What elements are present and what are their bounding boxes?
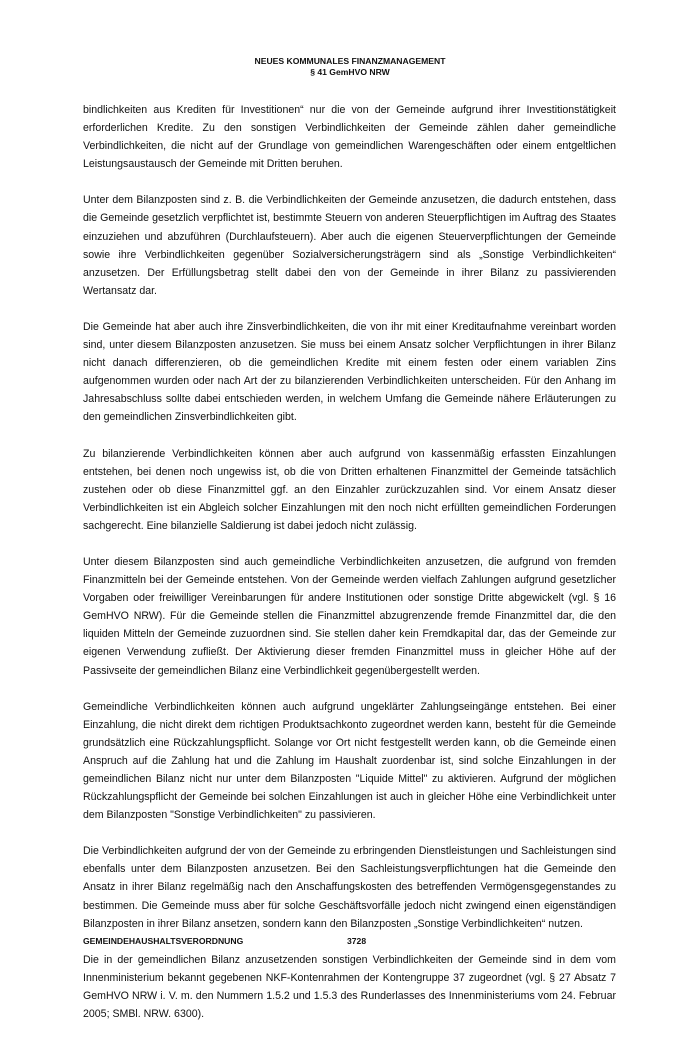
paragraph-7: Die Verbindlichkeiten aufgrund der von der Gemeinde zu erbringenden Dienstleistungen und Sachleistungen sind ebenfalls unter dem Bilanzposten anzusetzen. Bei den Sachleistungsverpflichtungen hat die Gemeinde den Ansatz in ihrer Bilanz regelmäßig nach den Anschaffungskosten des betreffenden Vermögensgegenstandes zu bestimmen. Die Gemeinde muss aber für solche Geschäftsvorfälle jedoch nicht zwingend einen eigenständigen Bilanzposten in ihrer Bilanz ansetzen, sondern kann den Bilanzposten „Sonstige Verbindlichkeiten“ nutzen.	[83, 845, 616, 930]
header-title: NEUES KOMMUNALES FINANZMANAGEMENT	[254, 56, 446, 66]
page-header	[0, 56, 700, 78]
page-number: 3728	[347, 936, 367, 946]
document-body	[83, 101, 616, 1041]
paragraph-1: bindlichkeiten aus Krediten für Investitionen“ nur die von der Gemeinde aufgrund ihrer Investitionstätigkeit erforderlichen Kredite. Zu den sonstigen Verbindlichkeiten der Gemeinde zählen daher gemeindliche Verbindlichkeiten, die nicht auf der Grundlage von gemeindlichen Warengeschäften oder einem entgeltlichen Leistungsaustausch der Gemeinde mit Dritten beruhen.	[83, 104, 616, 171]
paragraph-2: Unter dem Bilanzposten sind z. B. die Verbindlichkeiten der Gemeinde anzusetzen, die dadurch entstehen, dass die Gemeinde gesetzlich verpflichtet ist, bestimmte Steuern von anderen Steuerpflichtigen im Auftrag des Staates einzuziehen und abzuführen (Durchlaufsteuern). Aber auch die eigenen Steuerverpflichtungen der Gemeinde sowie ihre Verbindlichkeiten gegenüber Sozialversicherungsträgern sind als „Sonstige Verbindlichkeiten“ anzusetzen. Der Erfüllungsbetrag stellt dabei den von der Gemeinde in ihrer Bilanz zu passivierenden Wertansatz dar.	[83, 194, 616, 297]
paragraph-5: Unter diesem Bilanzposten sind auch gemeindliche Verbindlichkeiten anzusetzen, die aufgrund von fremden Finanzmitteln bei der Gemeinde entstehen. Von der Gemeinde werden vielfach Zahlungen aufgrund gesetzlicher Vorgaben oder freiwilliger Vereinbarungen für andere Institutionen oder sonstige Dritte abgewickelt (vgl. § 16 GemHVO NRW). Für die Gemeinde stellen die Finanzmittel abzugrenzende fremde Finanzmittel dar, die den liquiden Mitteln der Gemeinde zuzuordnen sind. Sie stellen daher kein Fremdkapital dar, das der Gemeinde zur eigenen Verwendung zufließt. Der Aktivierung dieser fremden Finanzmittel muss in gleicher Höhe auf der Passivseite der gemeindlichen Bilanz eine Verbindlichkeit gegenübergestellt werden.	[83, 555, 616, 677]
footer-label: GEMEINDEHAUSHALTSVERORDNUNG	[83, 936, 244, 946]
paragraph-3: Die Gemeinde hat aber auch ihre Zinsverbindlichkeiten, die von ihr mit einer Kreditaufnahme vereinbart worden sind, unter diesem Bilanzposten anzusetzen. Sie muss bei einem Ansatz solcher Verpflichtungen in ihrer Bilanz nicht danach differenzieren, ob die gemeindlichen Kredite mit einem festen oder einem variablen Zins aufgenommen wurden oder nach Art der zu bilanzierenden Verbindlichkeiten unterscheiden. Für den Anhang im Jahresabschluss sollte dabei entschieden werden, in welchem Umfang die Gemeinde nähere Erläuterungen zu den gemeindlichen Zinsverbindlichkeiten gibt.	[83, 320, 616, 424]
header-subtitle: § 41 GemHVO NRW	[310, 67, 390, 77]
paragraph-8: Die in der gemeindlichen Bilanz anzusetzenden sonstigen Verbindlichkeiten der Gemeinde sind in dem vom Innenministerium bekannt gegebenen NKF-Kontenrahmen der Kontengruppe 37 zugeordnet (vgl. § 27 Absatz 7 GemHVO NRW i. V. m. den Nummern 1.5.2 und 1.5.3 des Runderlasses des Innenministeriums vom 24. Februar 2005; SMBl. NRW. 6300).	[83, 953, 616, 1021]
paragraph-6: Gemeindliche Verbindlichkeiten können auch aufgrund ungeklärter Zahlungseingänge entstehen. Bei einer Einzahlung, die nicht direkt dem richtigen Produktsachkonto zugeordnet werden kann, besteht für die Gemeinde grundsätzlich eine Rückzahlungspflicht. Solange vor Ort nicht festgestellt werden kann, ob die Gemeinde einen Anspruch auf die Zahlung hat und die Zahlung im Haushalt zuordenbar ist, sind solche Einzahlungen in der gemeindlichen Bilanz nicht nur unter dem Bilanzposten "Liquide Mittel" zu aktivieren. Aufgrund der möglichen Rückzahlungspflicht der Gemeinde bei solchen Einzahlungen ist auch in gleicher Höhe eine Verbindlichkeit unter dem Bilanzposten "Sonstige Verbindlichkeiten" zu passivieren.	[83, 700, 616, 822]
paragraph-4: Zu bilanzierende Verbindlichkeiten können aber auch aufgrund von kassenmäßig erfassten Einzahlungen entstehen, bei denen noch ungewiss ist, ob die von Dritten erhaltenen Finanzmittel der Gemeinde tatsächlich zustehen oder ob diese Finanzmittel ggf. an den Einzahler zurückzuzahlen sind. Vor einem Ansatz dieser Verbindlichkeiten ist ein Abgleich solcher Einzahlungen mit den noch nicht erfüllten gemeindlichen Forderungen sachgerecht. Eine bilanzielle Saldierung ist dabei jedoch nicht zulässig.	[83, 447, 616, 532]
